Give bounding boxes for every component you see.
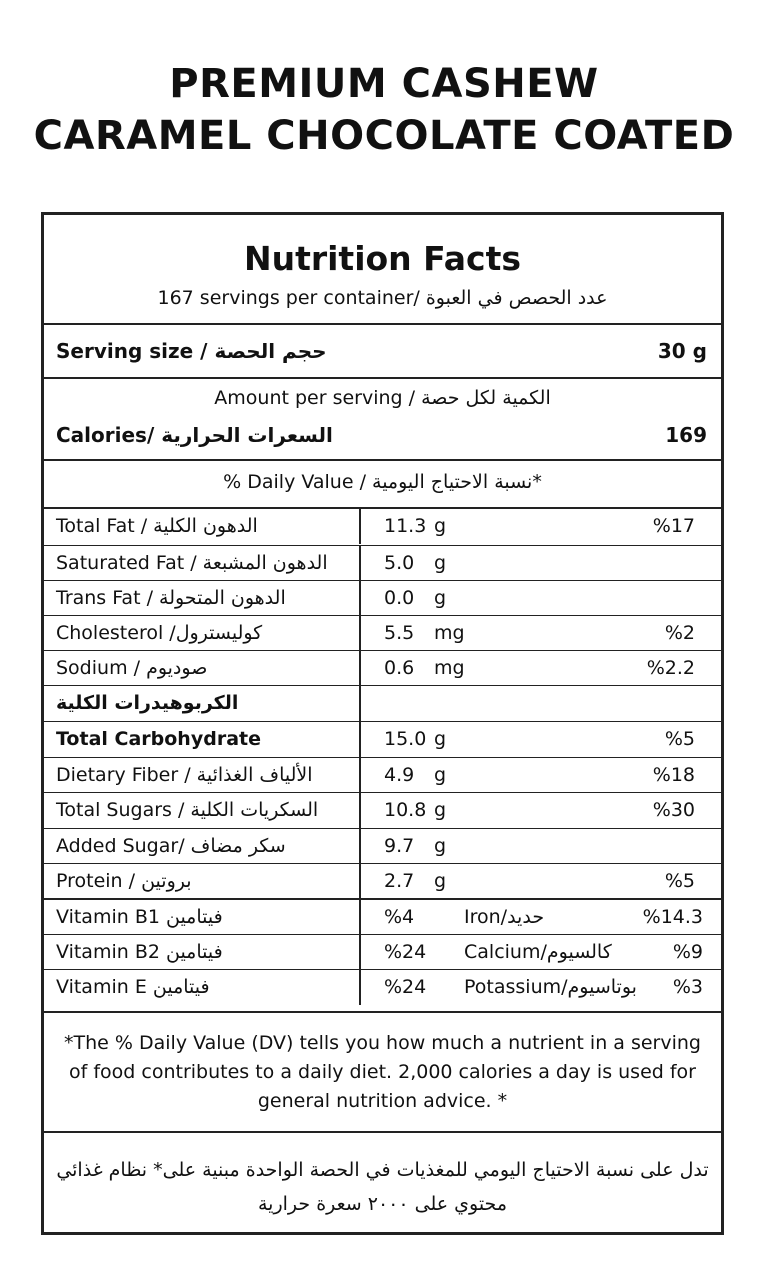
mineral-daily-value: %14.3: [642, 906, 703, 928]
nutrient-amount: 0.0: [384, 587, 415, 609]
column-divider: [359, 722, 361, 757]
vitamin-row-e: [44, 969, 721, 1005]
nutrient-daily-value: %18: [652, 764, 695, 786]
nutrient-unit: mg: [434, 657, 465, 679]
nutrient-name: Trans Fat / الدهون المتحولة: [56, 587, 286, 609]
footnote-arabic-section: [44, 1133, 721, 1233]
daily-value-header: % Daily Value / نسبة الاحتياج اليومية*: [223, 471, 542, 493]
servings-per-container: 167 servings per container/ عدد الحصص في العبوة: [157, 287, 608, 309]
nutrient-name: Cholesterol /كوليسترول: [56, 622, 263, 644]
serving-size-row: [56, 325, 707, 377]
serving-size-value: 30 g: [657, 339, 707, 363]
vitamin-row-b1: [44, 898, 721, 935]
nutrient-unit: g: [434, 515, 447, 537]
column-divider: [359, 651, 361, 686]
nutrient-daily-value: %5: [664, 728, 695, 750]
product-title-line-1: PREMIUM CASHEW: [169, 61, 599, 107]
column-divider: [359, 864, 361, 899]
nutrient-amount: 2.7: [384, 870, 415, 892]
nutrient-name: Total Sugars / السكريات الكلية: [56, 799, 319, 821]
divider: [44, 377, 721, 379]
nutrient-row-total-sugars: [44, 792, 721, 828]
vitamin-daily-value: %24: [384, 976, 427, 998]
nutrient-unit: g: [434, 728, 447, 750]
nutrient-amount: 4.9: [384, 764, 415, 786]
nutrient-amount: 10.8: [384, 799, 427, 821]
nutrient-name: Saturated Fat / الدهون المشبعة: [56, 552, 328, 574]
nutrient-daily-value: %5: [664, 870, 695, 892]
nutrient-amount: 5.0: [384, 552, 415, 574]
nutrient-daily-value: %17: [652, 515, 695, 537]
nutrient-row-added-sugar: [44, 828, 721, 864]
nutrient-row-saturated-fat: [44, 545, 721, 581]
nutrient-row-total-fat: [44, 509, 721, 544]
nutrient-row-sodium: [44, 650, 721, 686]
mineral-name: Potassium/بوتاسيوم: [464, 976, 637, 998]
calories-label: Calories/ السعرات الحرارية: [56, 423, 333, 447]
mineral-daily-value: %9: [672, 941, 703, 963]
nutrient-row-cholesterol: [44, 615, 721, 651]
nutrient-daily-value: %2: [664, 622, 695, 644]
column-divider: [359, 793, 361, 828]
nutrient-daily-value: %30: [652, 799, 695, 821]
vitamin-name: Vitamin B1 فيتامين: [56, 906, 223, 928]
column-divider: [359, 935, 361, 970]
nutrient-name: Dietary Fiber / الألياف الغذائية: [56, 764, 313, 786]
nutrient-name: الكربوهيدرات الكلية: [56, 692, 239, 714]
nutrient-name: Added Sugar/ سكر مضاف: [56, 835, 286, 857]
product-title-line-2: CARAMEL CHOCOLATE COATED: [33, 113, 735, 159]
nutrient-unit: g: [434, 552, 447, 574]
mineral-daily-value: %3: [672, 976, 703, 998]
nutrient-name: Total Fat / الدهون الكلية: [56, 515, 258, 537]
calories-row: [56, 420, 707, 450]
nutrient-row-trans-fat: [44, 580, 721, 616]
nutrient-daily-value: %2.2: [646, 657, 695, 679]
divider: [44, 459, 721, 461]
label-header: [44, 215, 721, 323]
column-divider: [359, 970, 361, 1005]
nutrient-row-dietary-fiber: [44, 757, 721, 793]
product-title: [0, 58, 768, 162]
column-divider: [359, 581, 361, 616]
column-divider: [359, 546, 361, 581]
nutrient-name: Sodium / صوديوم: [56, 657, 208, 679]
nutrient-amount: 5.5: [384, 622, 415, 644]
column-divider: [359, 900, 361, 935]
nutrient-amount: 15.0: [384, 728, 427, 750]
nutrient-row-carbohydrate-arabic: [44, 685, 721, 721]
vitamin-daily-value: %4: [384, 906, 415, 928]
column-divider: [359, 686, 361, 721]
vitamin-row-b2: [44, 934, 721, 970]
nutrient-row-total-carbohydrate: [44, 721, 721, 757]
nutrient-amount: 0.6: [384, 657, 415, 679]
nutrient-row-protein: [44, 863, 721, 899]
mineral-name: Iron/حديد: [464, 906, 545, 928]
mineral-name: Calcium/كالسيوم: [464, 941, 612, 963]
nutrition-facts-label: [41, 212, 724, 1235]
serving-size-label: Serving size / حجم الحصة: [56, 339, 327, 363]
footnote-english-section: [44, 1013, 721, 1131]
vitamin-daily-value: %24: [384, 941, 427, 963]
nutrient-name: Protein / بروتين: [56, 870, 192, 892]
nutrient-name: Total Carbohydrate: [56, 728, 261, 750]
amount-per-serving: Amount per serving / الكمية لكل حصة: [214, 387, 551, 409]
nutrient-unit: g: [434, 587, 447, 609]
column-divider: [359, 509, 361, 544]
nutrient-unit: g: [434, 764, 447, 786]
footnote-english: *The % Daily Value (DV) tells you how much a nutrient in a serving of food contributes to a daily diet. 2,000 calories a day is used for general nutrition advice. *: [64, 1032, 701, 1112]
nutrition-facts-heading: Nutrition Facts: [243, 239, 522, 278]
vitamin-name: Vitamin E فيتامين: [56, 976, 210, 998]
column-divider: [359, 758, 361, 793]
nutrient-unit: g: [434, 870, 447, 892]
footnote-arabic: تدل على نسبة الاحتياج اليومي للمغذيات في الحصة الواحدة مبنية على* نظام غذائي محتوي على ٢٠٠٠ سعرة حرارية: [56, 1159, 709, 1215]
column-divider: [359, 616, 361, 651]
nutrient-unit: g: [434, 835, 447, 857]
nutrient-unit: mg: [434, 622, 465, 644]
vitamin-name: Vitamin B2 فيتامين: [56, 941, 223, 963]
nutrient-amount: 9.7: [384, 835, 415, 857]
nutrient-amount: 11.3: [384, 515, 427, 537]
nutrient-unit: g: [434, 799, 447, 821]
calories-value: 169: [665, 423, 707, 447]
column-divider: [359, 829, 361, 864]
